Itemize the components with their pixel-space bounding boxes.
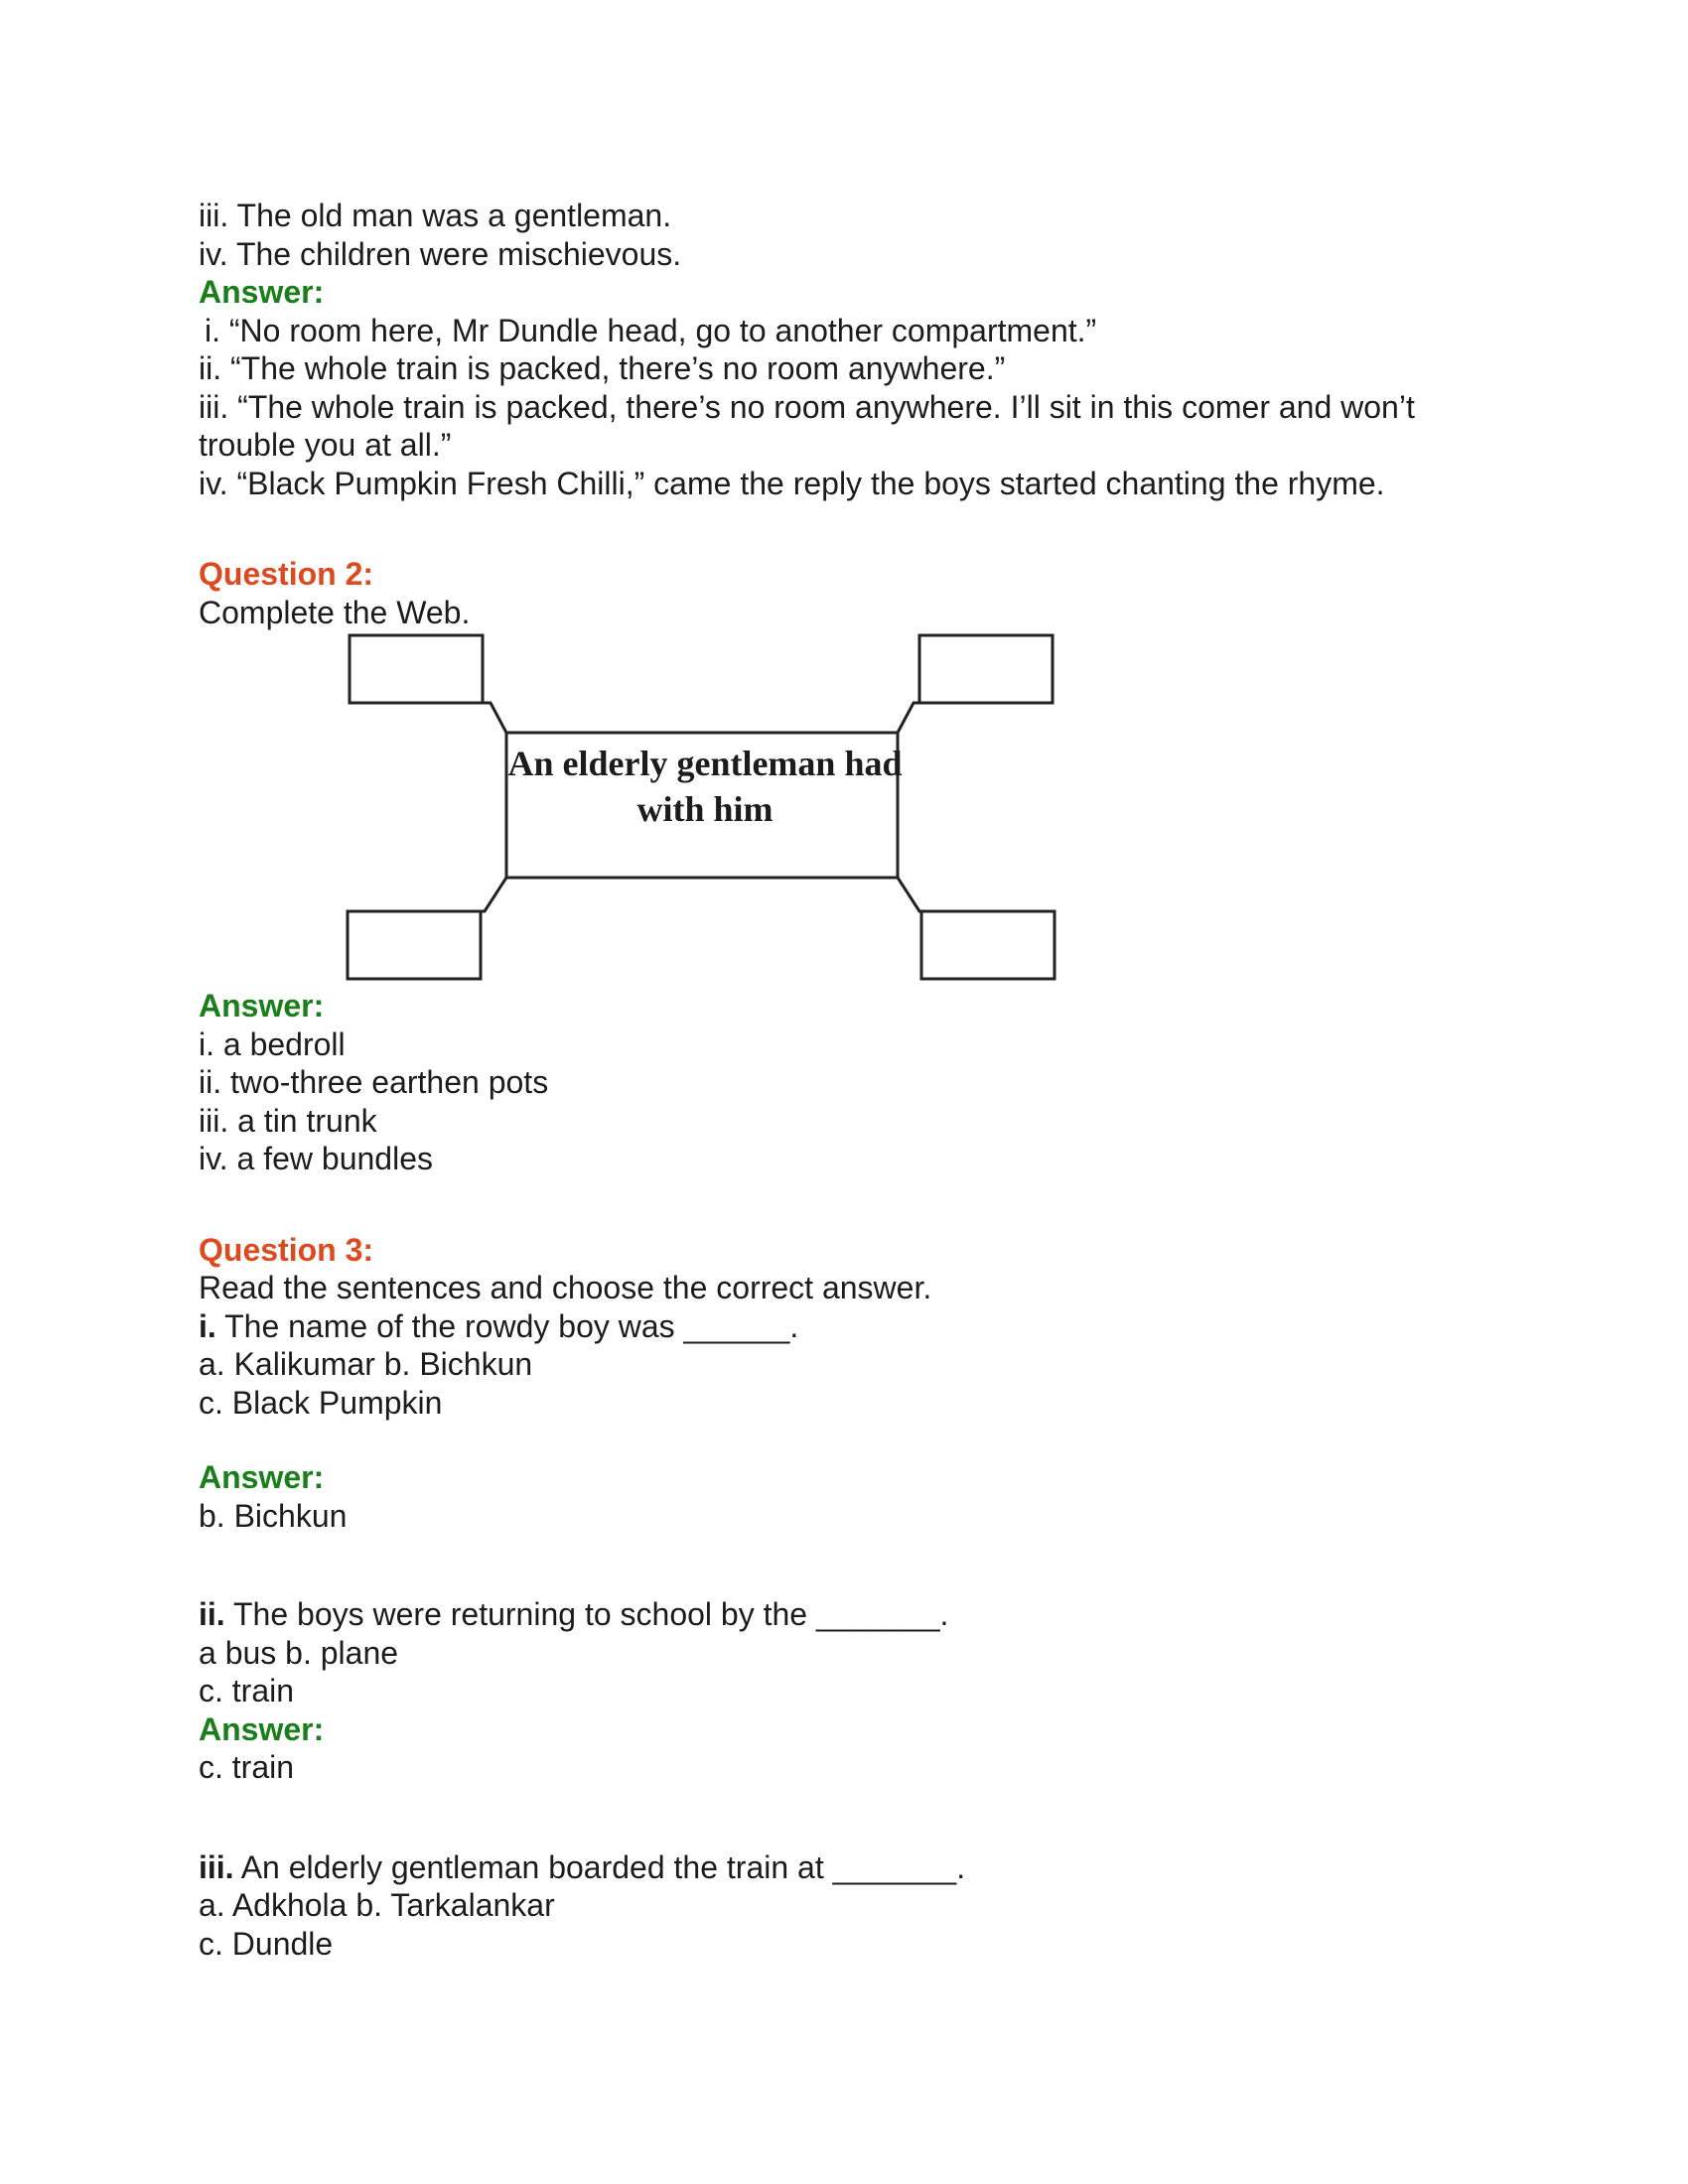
web-box-top-right (919, 635, 1053, 703)
question-2-prompt: Complete the Web. (199, 594, 471, 630)
web-connector-top-right (898, 703, 919, 733)
answer-label: Answer: (199, 988, 325, 1024)
mcq-options: a. Adkhola b. Tarkalankar (199, 1887, 555, 1923)
mcq-stem-text: The boys were returning to school by the _______. (224, 1596, 949, 1632)
answer-item: iv. “Black Pumpkin Fresh Chilli,” came the reply the boys started chanting the rhyme. (199, 465, 1385, 501)
answer-label: Answer: (199, 274, 325, 310)
mcq-options: c. train (199, 1673, 295, 1708)
web-box-top-left (350, 635, 483, 703)
mcq-options: c. Black Pumpkin (199, 1384, 443, 1421)
answer-item: iii. a tin trunk (199, 1102, 377, 1139)
answer-item: b. Bichkun (199, 1497, 348, 1534)
answer-item: c. train (199, 1749, 295, 1785)
web-box-bottom-left (348, 911, 481, 979)
mcq-stem-text: The name of the rowdy boy was ______. (215, 1307, 799, 1344)
mcq-stem-i (199, 1307, 1489, 1346)
mcq-options: a bus b. plane (199, 1634, 399, 1671)
mcq-stem-text: An elderly gentleman boarded the train at _______. (233, 1848, 966, 1885)
answer-label: Answer: (199, 1459, 325, 1495)
web-connector-bottom-left (481, 878, 506, 911)
question-3-label: Question 3: (199, 1231, 374, 1268)
answer-label: Answer: (199, 1710, 325, 1747)
answer-item: ii. “The whole train is packed, there’s no room anywhere.” (199, 350, 1006, 386)
document-content (199, 197, 1489, 1963)
mcq-number: iii. (199, 1848, 234, 1885)
web-center-text: An elderly gentleman had with him (507, 744, 903, 829)
question-2-label: Question 2: (199, 556, 374, 592)
answer-item: iii. “The whole train is packed, there’s no room anywhere. I’ll sit in this comer and won’t trouble you at all.” (199, 388, 1415, 463)
statement-iii: iii. The old man was a gentleman. (199, 198, 672, 233)
mcq-number: i. (199, 1307, 216, 1344)
mcq-stem-ii (199, 1595, 1489, 1634)
web-connector-top-left (483, 703, 506, 733)
statement-iv: iv. The children were mischievous. (199, 235, 682, 272)
mcq-stem-iii (199, 1848, 1489, 1887)
web-connector-bottom-right (898, 878, 921, 911)
web-box-bottom-right (921, 911, 1055, 979)
mcq-options: c. Dundle (199, 1925, 334, 1962)
mcq-number: ii. (199, 1596, 225, 1632)
answer-item: ii. two-three earthen pots (199, 1064, 549, 1100)
web-diagram (199, 631, 1489, 987)
question-3-prompt: Read the sentences and choose the correct answer. (199, 1270, 932, 1305)
answer-item: iv. a few bundles (199, 1141, 433, 1176)
mcq-options: a. Kalikumar b. Bichkun (199, 1346, 533, 1382)
answer-item: i. “No room here, Mr Dundle head, go to another compartment.” (205, 312, 1097, 348)
answer-item: i. a bedroll (199, 1025, 346, 1062)
